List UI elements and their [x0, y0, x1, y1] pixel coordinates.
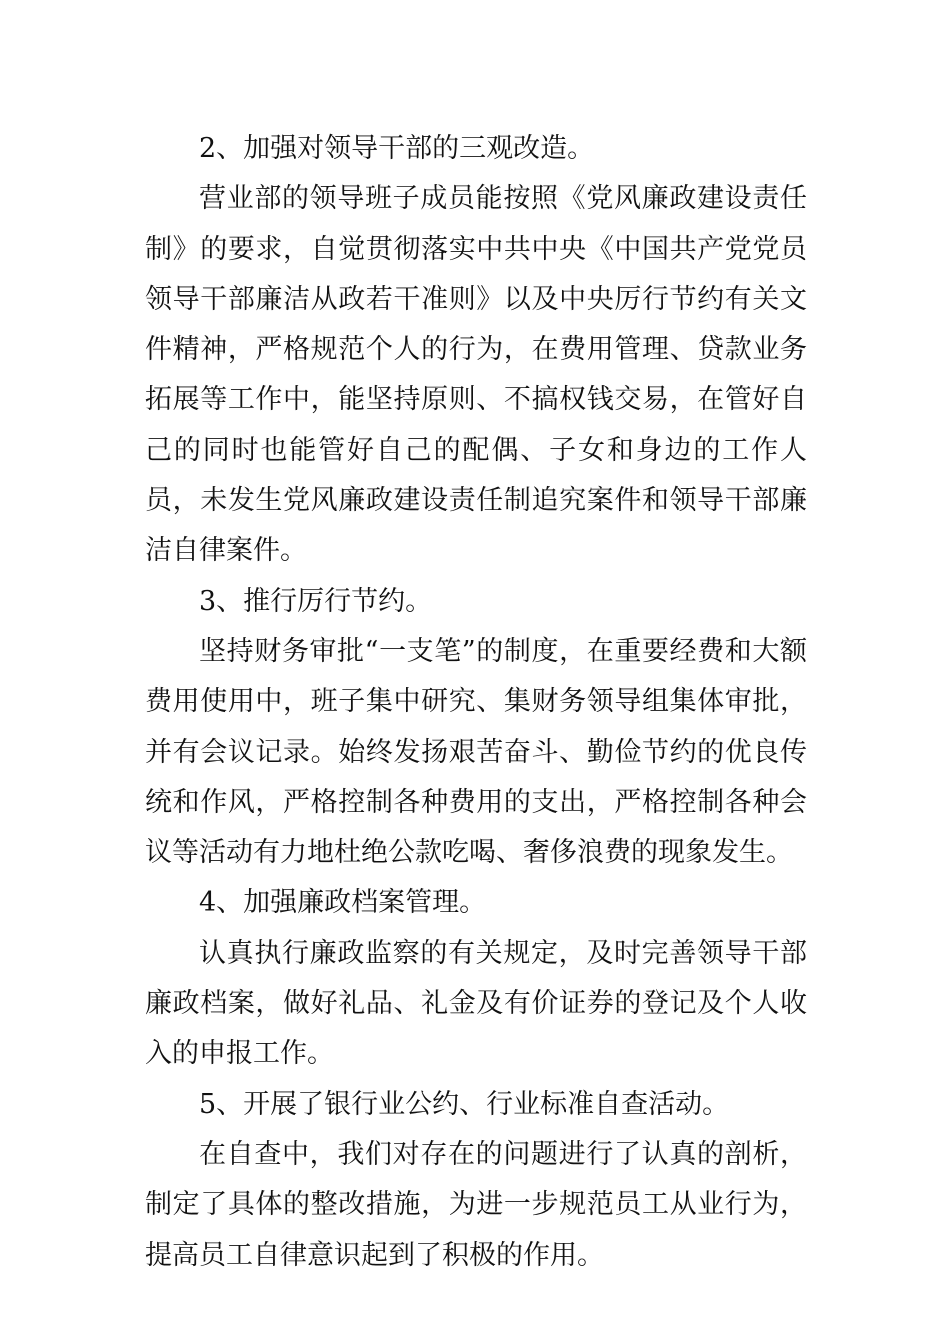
section-2-paragraph: 营业部的领导班子成员能按照《党风廉政建设责任制》的要求，自觉贯彻落实中共中央《中国共产党党员领导干部廉洁从政若干准则》以及中央厉行节约有关文件精神，严格规范个人的行为，在费用管理、贷款业务拓展等工作中，能坚持原则、不搞权钱交易，在管好自己的同时也能管好自己的配偶、子女和身边的工作人员，未发生党风廉政建设责任制追究案件和领导干部廉洁自律案件。 — [145, 183, 807, 567]
section-2-heading: 2、加强对领导干部的三观改造。 — [199, 133, 595, 164]
section-5-heading: 5、开展了银行业公约、行业标准自查活动。 — [199, 1088, 730, 1120]
section-3-paragraph: 坚持财务审批“一支笔”的制度，在重要经费和大额费用使用中，班子集中研究、集财务领导组集体审批，并有会议记录。始终发扬艰苦奋斗、勤俭节约的优良传统和作风，严格控制各种费用的支出，严格控制各种会议等活动有力地杜绝公款吃喝、奢侈浪费的现象发生。 — [145, 635, 807, 869]
section-4-paragraph: 认真执行廉政监察的有关规定，及时完善领导干部廉政档案，做好礼品、礼金及有价证券的登记及个人收入的申报工作。 — [145, 937, 807, 1070]
section-5-paragraph: 在自查中，我们对存在的问题进行了认真的剖析，制定了具体的整改措施，为进一步规范员工从业行为，提高员工自律意识起到了积极的作用。 — [145, 1138, 807, 1271]
document-body — [145, 124, 807, 1281]
section-4-heading: 4、加强廉政档案管理。 — [199, 887, 487, 919]
section-3-heading: 3、推行厉行节约。 — [199, 585, 433, 617]
